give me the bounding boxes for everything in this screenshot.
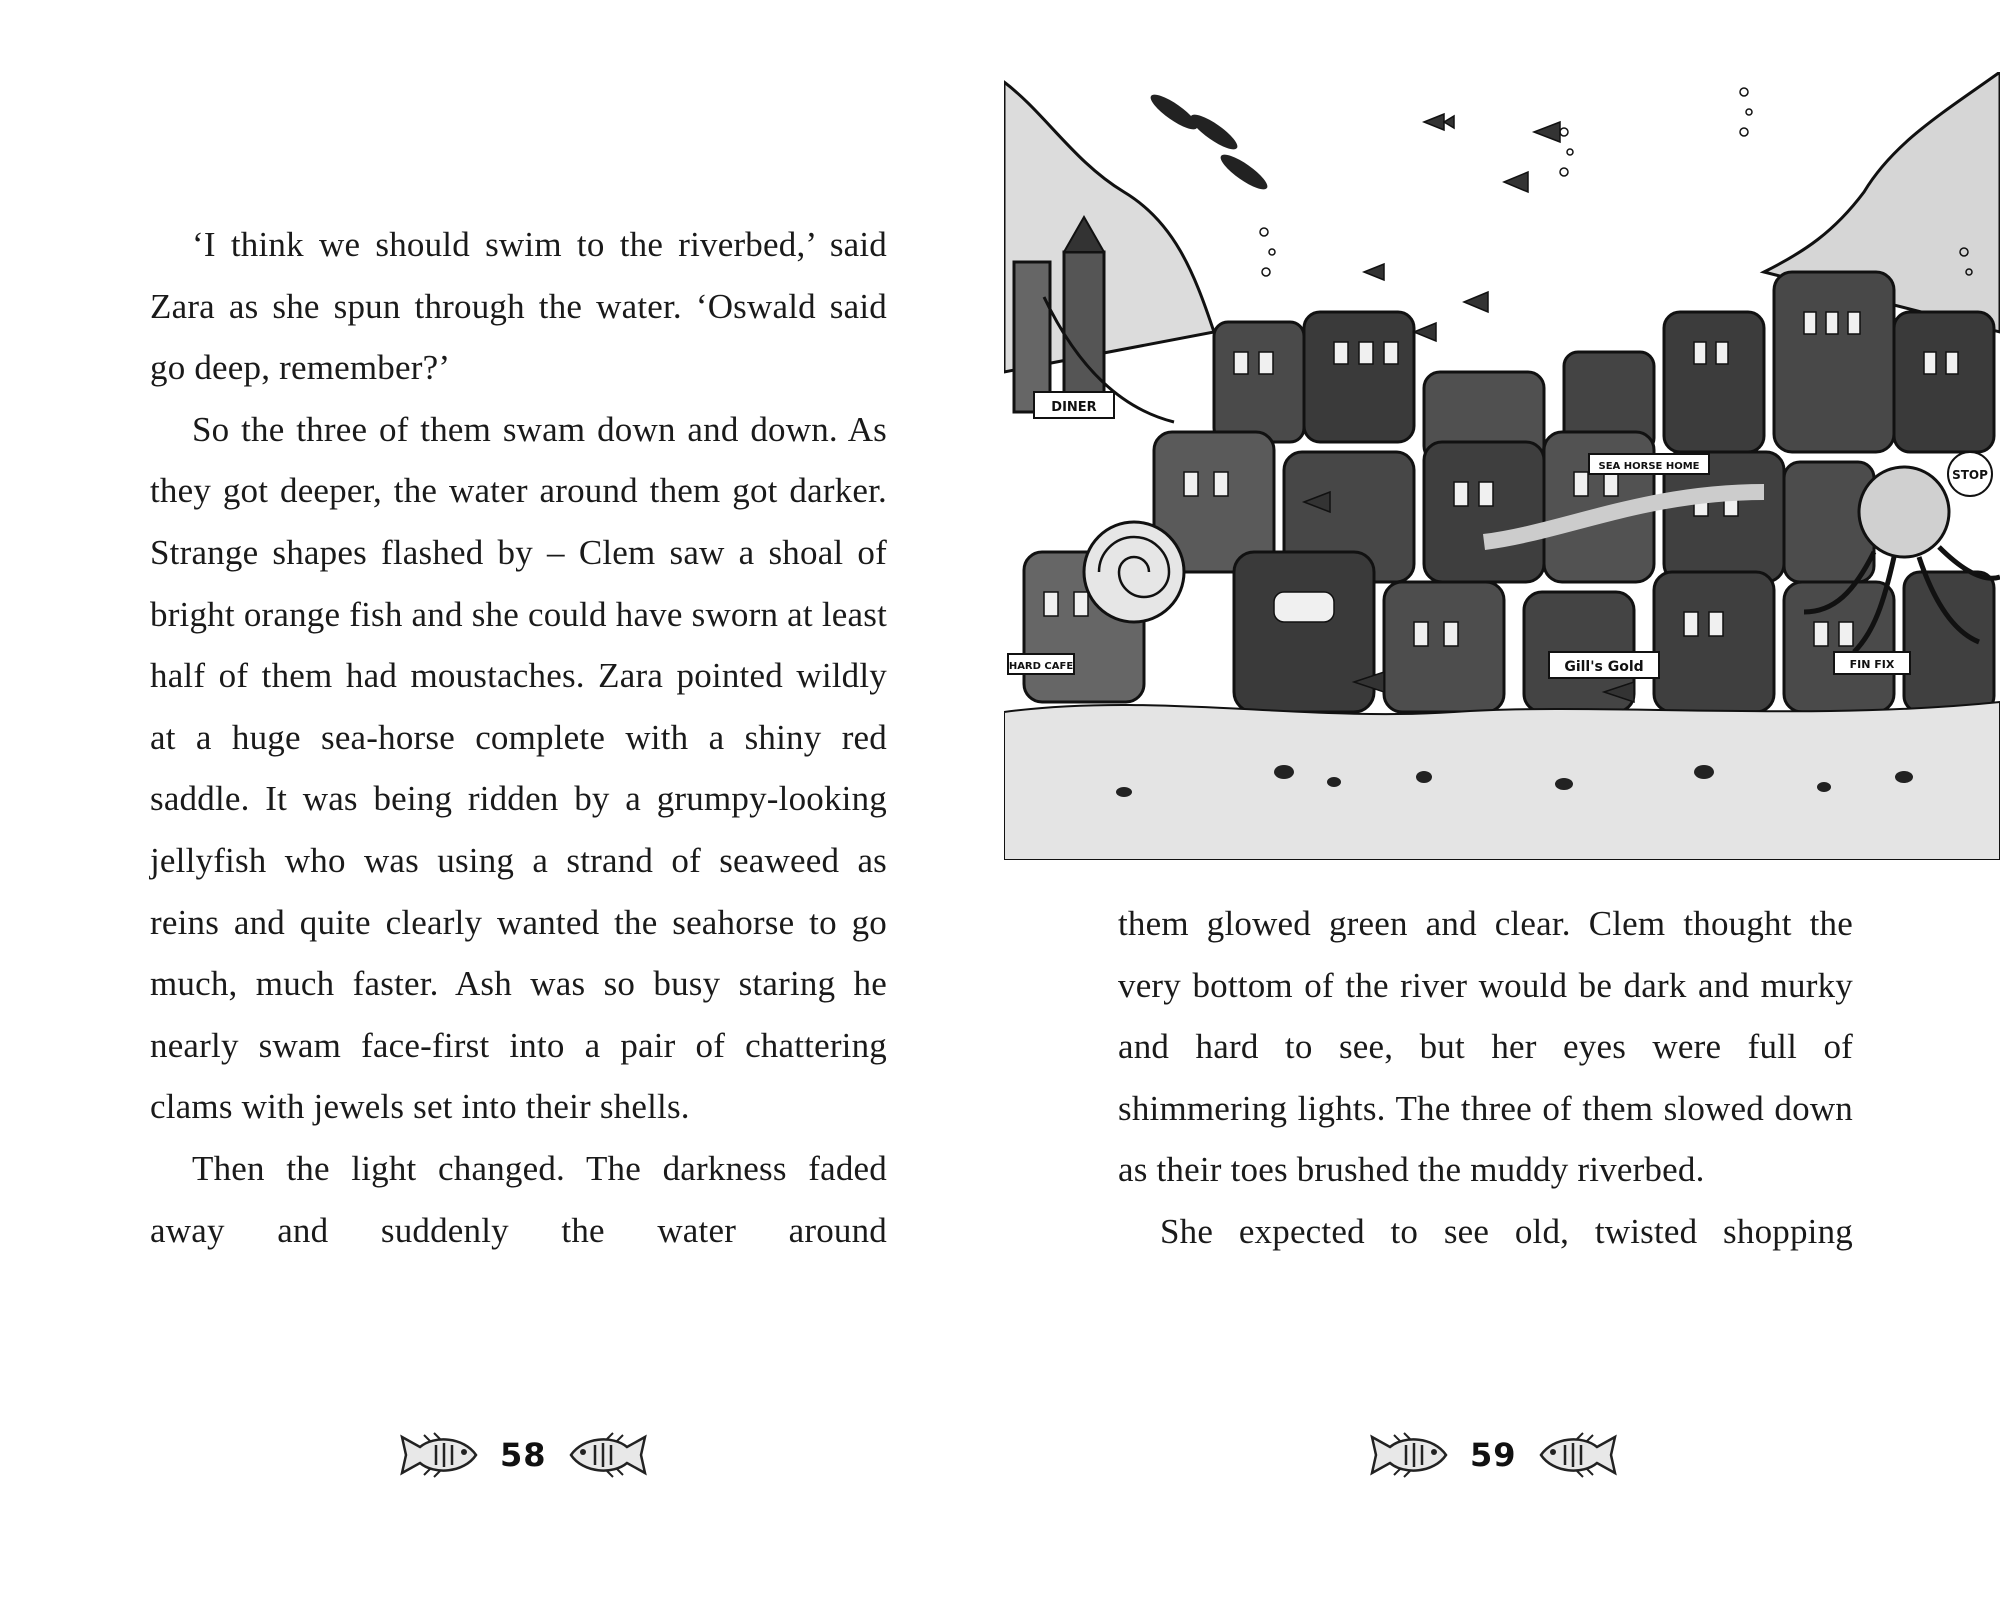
- paragraph: ‘I think we should swim to the riverbed,’ said Zara as she spun through the water. ‘Oswald said go deep, remember?’: [150, 225, 887, 388]
- fish-icon: [1368, 1431, 1456, 1479]
- fish-icon: [398, 1431, 486, 1479]
- page-number: 58: [500, 1436, 547, 1474]
- fish-icon: [561, 1431, 649, 1479]
- page-number-footer: [1368, 1425, 1619, 1485]
- sign-text: HARD CAFE: [1008, 661, 1074, 672]
- paragraph: them glowed green and clear. Clem thought the very bottom of the river would be dark and murky and hard to see, but her eyes were full of shimmering lights. The three of them slowed down as their toes brushed the muddy riverbed.: [1118, 904, 1853, 1190]
- sign-text: STOP: [1952, 468, 1988, 482]
- left-page-text: [150, 214, 887, 1261]
- page-number-footer: [398, 1425, 649, 1485]
- sign-text: Gill's Gold: [1564, 659, 1644, 675]
- page-number: 59: [1470, 1436, 1517, 1474]
- paragraph: So the three of them swam down and down. As they got deeper, the water around them got darker. Strange shapes flashed by – Clem saw a shoal of bright orange fish and she could have sworn at least half of them had moustaches. Zara pointed wildly at a huge sea-horse complete with a shiny red saddle. It was being ridden by a grumpy-looking jellyfish who was using a strand of seaweed as reins and quite clearly wanted the seahorse to go much, much faster. Ash was so busy staring he nearly swam face-first into a pair of chattering clams with jewels set into their shells.: [150, 409, 887, 1127]
- right-page: [1000, 0, 2000, 1597]
- paragraph: She expected to see old, twisted shopping: [1160, 1211, 1853, 1251]
- sign-text: FIN FIX: [1849, 658, 1895, 671]
- fish-icon: [1531, 1431, 1619, 1479]
- sign-text: DINER: [1051, 400, 1097, 415]
- right-page-text: [1118, 893, 1853, 1263]
- underwater-city-illustration: [1004, 72, 2000, 860]
- sign-text: SEA HORSE HOME: [1598, 461, 1700, 472]
- paragraph: Then the light changed. The darkness faded away and suddenly the water around: [150, 1148, 887, 1250]
